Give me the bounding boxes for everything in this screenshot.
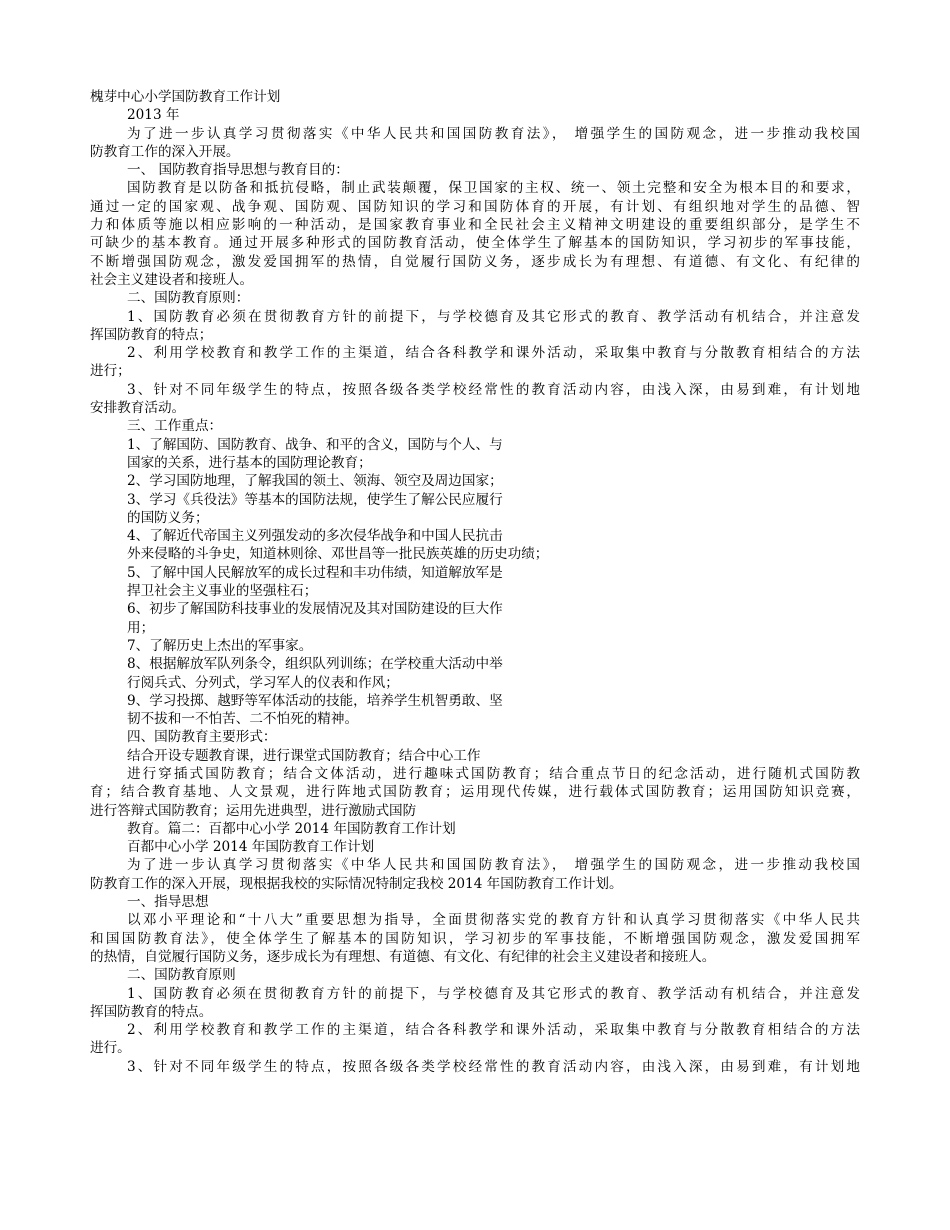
text-line: 育；结合教育基地、人文景观，进行阵地式国防教育；运用现代传媒，进行载体式国防教育；运用国防知识竞赛，: [90, 784, 860, 801]
text-line: 以邓小平理论和“十八大”重要思想为指导，全面贯彻落实党的教育方针和认真学习贯彻落实《中华人民共: [127, 912, 860, 929]
text-line: 捍卫社会主义事业的坚强柱石；: [127, 583, 318, 600]
text-line: 挥国防教育的特点；: [90, 326, 213, 343]
text-line: 为了进一步认真学习贯彻落实《中华人民共和国国防教育法》， 增强学生的国防观念，进一步推动我校国: [127, 125, 860, 142]
text-line: 3、针对不同年级学生的特点，按照各级各类学校经常性的教育活动内容，由浅入深，由易到难，有计划地: [127, 381, 860, 398]
text-line: 教育。篇二：百都中心小学 2014 年国防教育工作计划: [127, 820, 456, 837]
text-line: 可缺少的基本教育。通过开展多种形式的国防教育活动，使全体学生了解基本的国防知识，学习初步的军事技能，: [90, 235, 860, 252]
text-line: 二、国防教育原则: [127, 967, 236, 984]
text-line: 一、指导思想: [127, 894, 209, 911]
text-line: 槐芽中心小学国防教育工作计划: [90, 89, 281, 105]
text-line: 三、工作重点：: [127, 418, 223, 435]
text-line: 外来侵略的斗争史，知道林则徐、邓世昌等一批民族英雄的历史功绩；: [127, 546, 549, 563]
text-line: 6、初步了解国防科技事业的发展情况及其对国防建设的巨大作: [127, 601, 503, 618]
text-line: 百都中心小学 2014 年国防教育工作计划: [127, 839, 375, 856]
document-body: [90, 88, 860, 1076]
text-line: 通过一定的国家观、战争观、国防观、国防知识的学习和国防体育的开展，有计划、有组织地对学生的品德、智: [90, 198, 860, 215]
text-line: 韧不拔和一不怕苦、二不怕死的精神。: [127, 711, 359, 728]
text-line: 和国国防教育法》，使全体学生了解基本的国防知识，学习初步的军事技能，不断增强国防观念，激发爱国拥军: [90, 930, 860, 947]
text-line: 1、了解国防、国防教育、战争、和平的含义，国防与个人、与: [127, 436, 503, 453]
text-line: 四、国防教育主要形式：: [127, 729, 277, 746]
text-line: 进行。: [90, 1040, 131, 1057]
text-line: 不断增强国防观念，激发爱国拥军的热情，自觉履行国防义务，逐步成长为有理想、有道德、有文化、有纪律的: [90, 253, 860, 270]
text-line: 4、了解近代帝国主义列强发动的多次侵华战争和中国人民抗击: [127, 528, 503, 545]
text-line: 2、利用学校教育和教学工作的主渠道，结合各科教学和课外活动，采取集中教育与分散教育相结合的方法: [127, 345, 860, 362]
text-line: 3、学习《兵役法》等基本的国防法规，使学生了解公民应履行: [127, 491, 503, 508]
text-line: 行阅兵式、分列式，学习军人的仪表和作风；: [127, 674, 399, 691]
text-line: 一、 国防教育指导思想与教育目的：: [127, 162, 349, 179]
text-line: 安排教育活动。: [90, 400, 186, 417]
text-line: 2、学习国防地理，了解我国的领土、领海、领空及周边国家；: [127, 473, 503, 490]
text-line: 的国防义务；: [127, 509, 209, 526]
text-line: 二、国防教育原则：: [127, 290, 250, 307]
text-line: 进行答辩式国防教育；运用先进典型，进行激励式国防: [90, 802, 417, 819]
text-line: 2、利用学校教育和教学工作的主渠道，结合各科教学和课外活动，采取集中教育与分散教育相结合的方法: [127, 1022, 860, 1039]
text-line: 结合开设专题教育课，进行课堂式国防教育；结合中心工作: [127, 747, 481, 764]
text-line: 7、了解历史上杰出的军事家。: [127, 637, 313, 654]
text-line: 国家的关系，进行基本的国防理论教育；: [127, 454, 372, 471]
text-line: 挥国防教育的特点。: [90, 1003, 213, 1020]
text-line: 用；: [127, 619, 155, 636]
text-line: 2013 年: [127, 107, 180, 124]
text-line: 1、国防教育必须在贯彻教育方针的前提下，与学校德育及其它形式的教育、教学活动有机结合，并注意发: [127, 308, 860, 325]
text-line: 防教育工作的深入开展。: [90, 143, 240, 160]
text-line: 国防教育是以防备和抵抗侵略，制止武装颠覆，保卫国家的主权、统一、领土完整和安全为根本目的和要求，: [127, 180, 860, 197]
text-line: 1、国防教育必须在贯彻教育方针的前提下，与学校德育及其它形式的教育、教学活动有机结合，并注意发: [127, 985, 860, 1002]
text-line: 力和体质等施以相应影响的一种活动，是国家教育事业和全民社会主义精神文明建设的重要组织部分，是学生不: [90, 217, 860, 234]
text-line: 进行穿插式国防教育；结合文体活动，进行趣味式国防教育；结合重点节日的纪念活动，进行随机式国防教: [127, 765, 860, 782]
text-line: 5、了解中国人民解放军的成长过程和丰功伟绩，知道解放军是: [127, 564, 503, 581]
text-line: 进行；: [90, 363, 131, 380]
text-line: 防教育工作的深入开展，现根据我校的实际情况特制定我校 2014 年国防教育工作计划。: [90, 875, 623, 892]
text-line: 9、学习投掷、越野等军体活动的技能，培养学生机智勇敢、坚: [127, 692, 503, 709]
text-line: 社会主义建设者和接班人。: [90, 271, 254, 288]
text-line: 8、根据解放军队列条令，组织队列训练；在学校重大活动中举: [127, 656, 503, 673]
text-line: 3、针对不同年级学生的特点，按照各级各类学校经常性的教育活动内容，由浅入深，由易到难，有计划地: [127, 1058, 860, 1075]
text-line: 为了进一步认真学习贯彻落实《中华人民共和国国防教育法》， 增强学生的国防观念，进一步推动我校国: [127, 857, 860, 874]
text-line: 的热情，自觉履行国防义务，逐步成长为有理想、有道德、有文化、有纪律的社会主义建设者和接班人。: [90, 948, 716, 965]
